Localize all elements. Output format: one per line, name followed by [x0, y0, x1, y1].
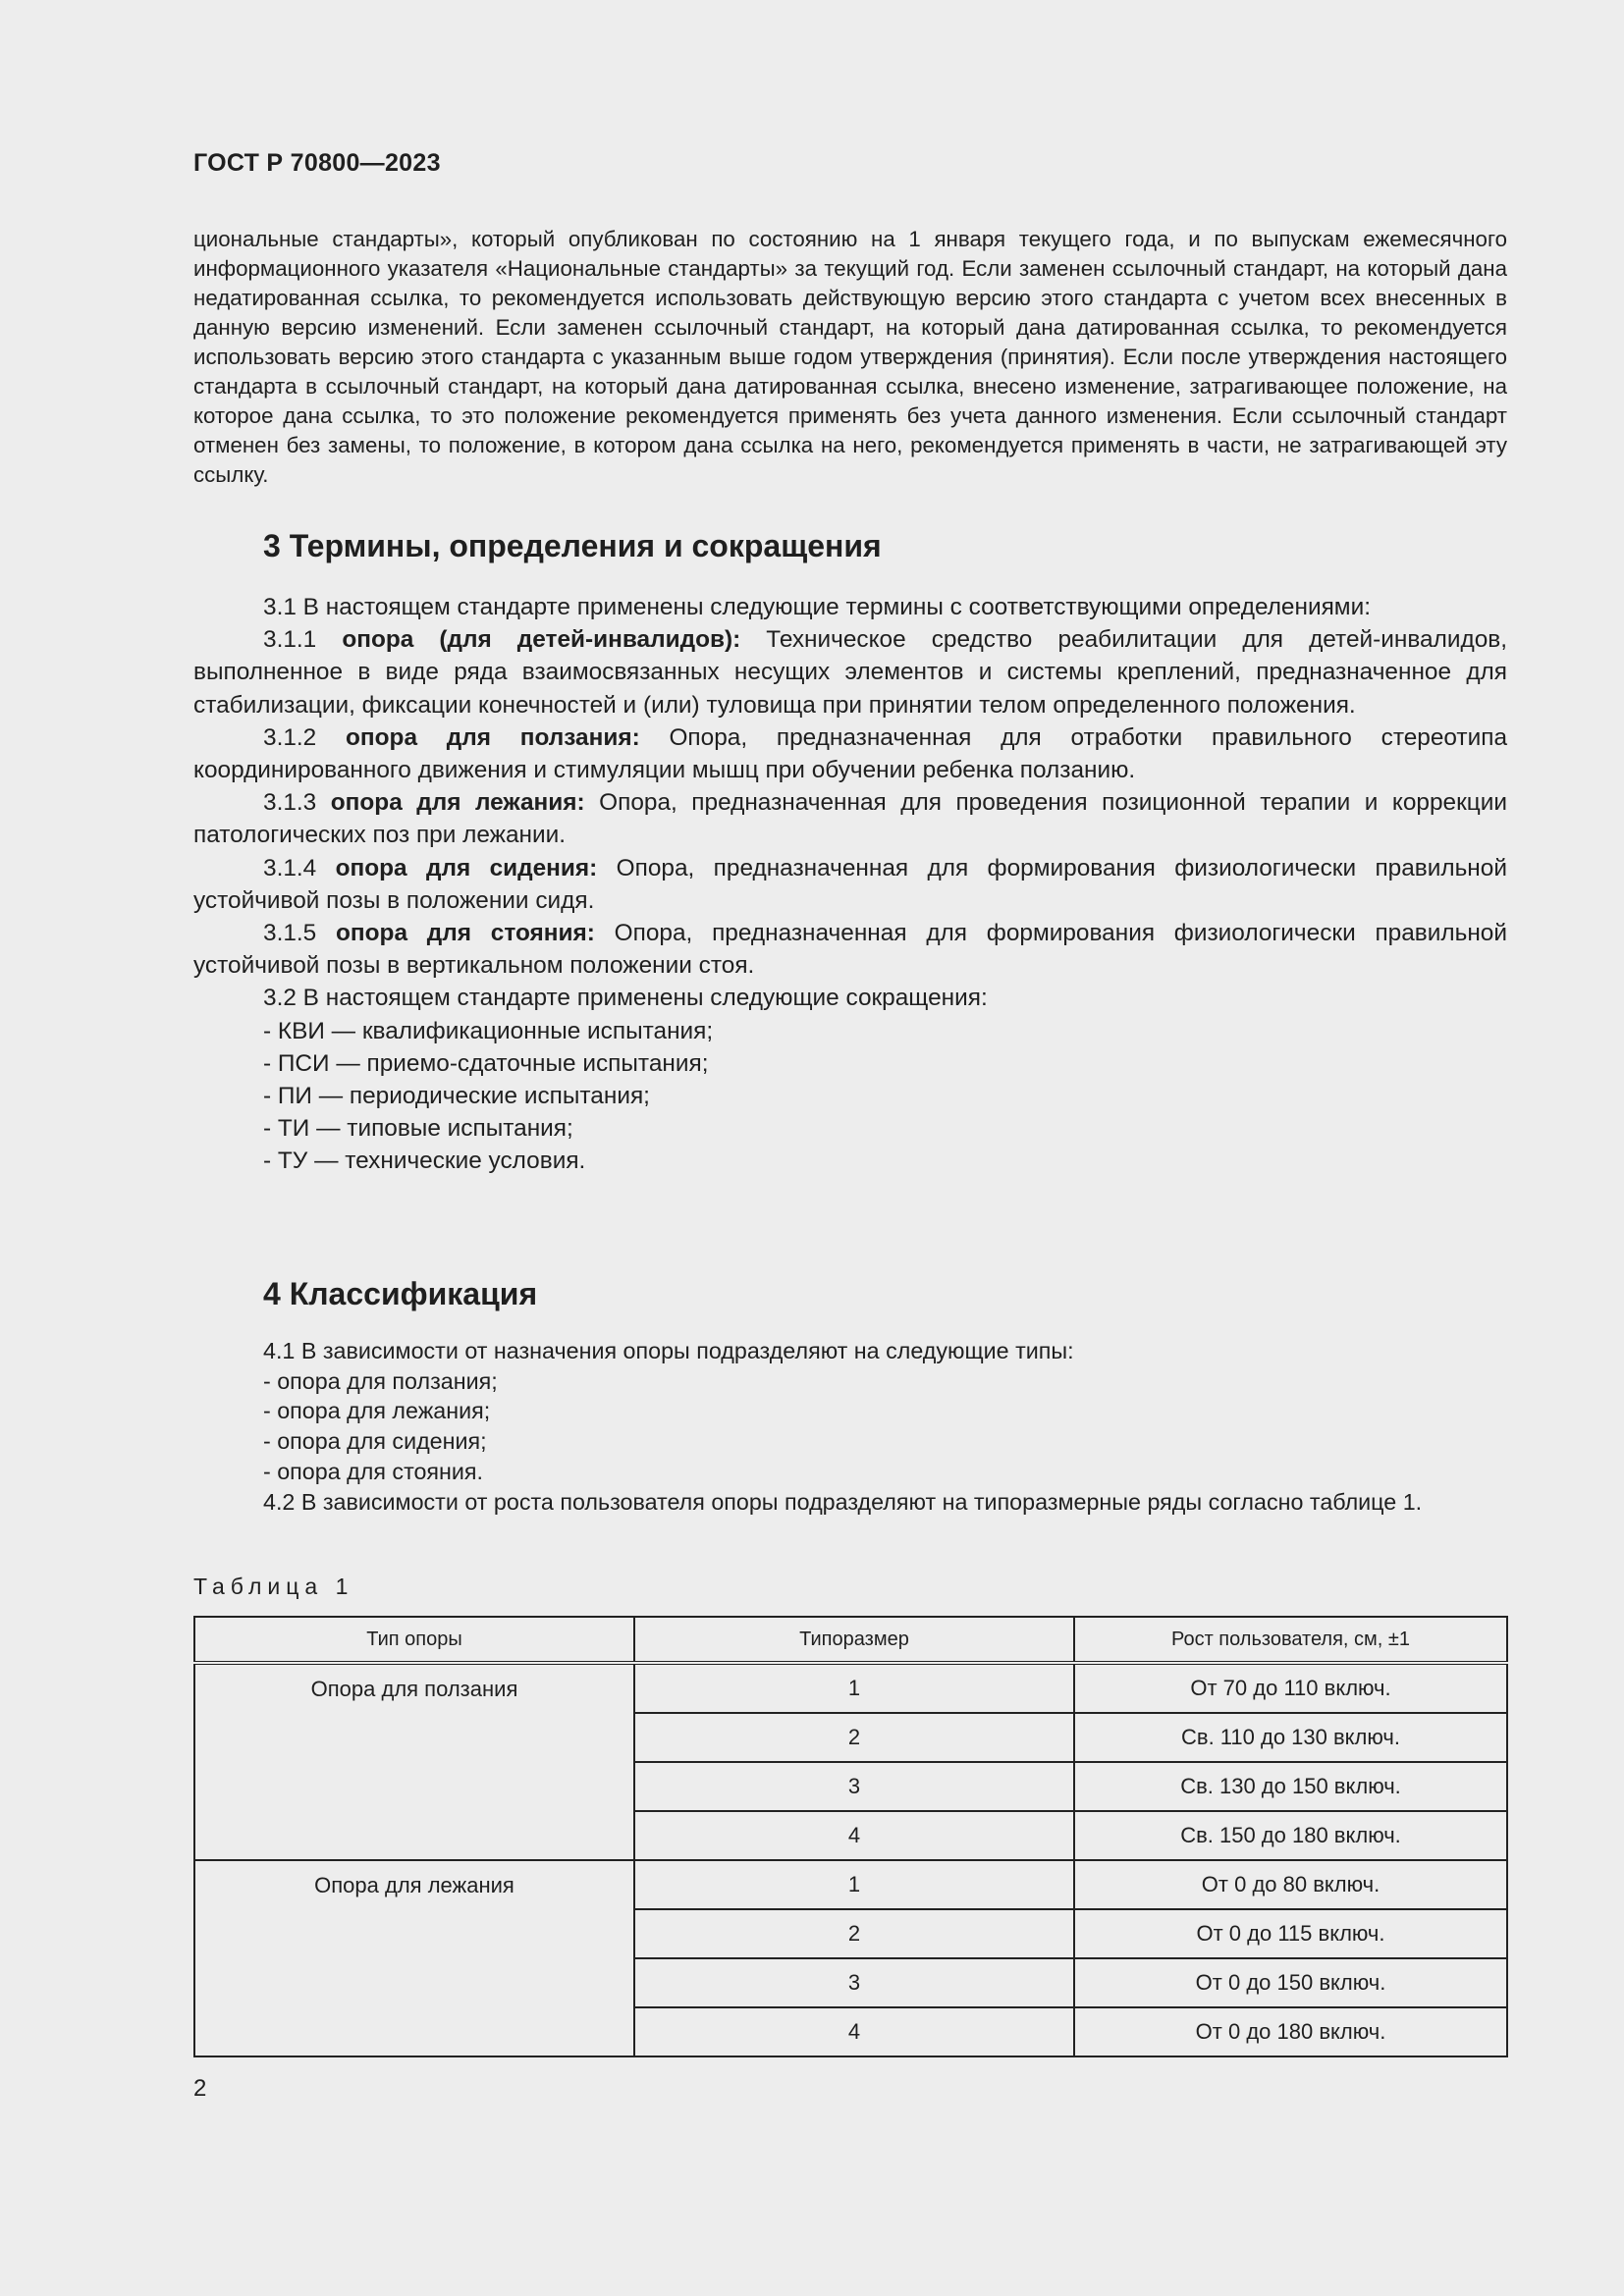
table-cell-size: 2 [634, 1909, 1074, 1958]
table-cell-height: От 0 до 80 включ. [1074, 1860, 1507, 1909]
table-cell-size: 2 [634, 1713, 1074, 1762]
table-cell-height: Св. 130 до 150 включ. [1074, 1762, 1507, 1811]
term-name: опора (для детей-инвалидов): [342, 626, 741, 654]
abbreviation-item: - ТУ — технические условия. [263, 1148, 586, 1175]
table-row [194, 1860, 1507, 1909]
table-cell-size: 4 [634, 2007, 1074, 2056]
type-list-item: - опора для стояния. [263, 1458, 484, 1484]
abbreviation-item: - КВИ — квалификационные испытания; [263, 1017, 714, 1044]
term-definition: Опора, предназначенная для отработки правильного стереотипа координированного движения и стимуляции мышц при обучении ребенка ползанию. [193, 723, 1508, 784]
table-cell-height: Св. 150 до 180 включ. [1074, 1811, 1507, 1860]
section-3-heading: 3 Термины, определения и сокращения [263, 528, 882, 563]
table-header-type: Тип опоры [194, 1617, 634, 1663]
paragraph-3-1: 3.1 В настоящем стандарте применены следующие термины с соответствующими определениями: [263, 594, 1371, 620]
abbreviation-item: - ПИ — периодические испытания; [263, 1083, 650, 1110]
term-3-1-4 [193, 852, 1507, 917]
section-3-body [193, 591, 1507, 1178]
type-list-item: - опора для ползания; [263, 1367, 498, 1394]
table-cell-size: 1 [634, 1860, 1074, 1909]
type-list-item: - опора для сидения; [263, 1428, 487, 1455]
term-3-1-2 [193, 721, 1507, 786]
term-number: 3.1.5 [263, 920, 337, 947]
table-row [194, 1663, 1507, 1713]
term-3-1-5 [193, 917, 1507, 982]
paragraph-3-2: 3.2 В настоящем стандарте применены следующие сокращения: [263, 985, 988, 1012]
table-cell-size: 3 [634, 1958, 1074, 2007]
table-cell-type: Опора для ползания [194, 1663, 634, 1860]
term-number: 3.1.3 [263, 789, 331, 817]
term-number: 3.1.4 [263, 854, 336, 881]
table-cell-height: Св. 110 до 130 включ. [1074, 1713, 1507, 1762]
term-name: опора для ползания: [346, 723, 640, 751]
table-header-size: Типоразмер [634, 1617, 1074, 1663]
table-cell-size: 1 [634, 1663, 1074, 1713]
table-cell-type: Опора для лежания [194, 1860, 634, 2056]
table-cell-size: 3 [634, 1762, 1074, 1811]
term-name: опора для стояния: [336, 920, 595, 947]
paragraph-4-1: 4.1 В зависимости от назначения опоры подразделяют на следующие типы: [263, 1338, 1074, 1363]
paragraph-4-2: 4.2 В зависимости от роста пользователя опоры подразделяют на типоразмерные ряды согласно таблице 1. [263, 1488, 1423, 1515]
table-cell-size: 4 [634, 1811, 1074, 1860]
document-header-title: ГОСТ Р 70800—2023 [193, 149, 441, 177]
section-4-body [193, 1336, 1507, 1517]
table-cell-height: От 0 до 115 включ. [1074, 1909, 1507, 1958]
intro-section [193, 225, 1507, 490]
table-header-row [194, 1617, 1507, 1663]
table-cell-height: От 0 до 150 включ. [1074, 1958, 1507, 2007]
term-3-1-3 [193, 786, 1507, 851]
term-definition: Техническое средство реабилитации для детей-инвалидов, выполненное в виде ряда взаимосвязанных несущих элементов и системы креплений, предназначенное для стабилизации, фиксации конечностей и (или) туловища при принятии телом определенного положения. [193, 626, 1507, 719]
term-definition: Опора, предназначенная для проведения позиционной терапии и коррекции патологических поз при лежании. [193, 789, 1507, 849]
term-number: 3.1.1 [263, 626, 343, 654]
size-table [193, 1616, 1508, 2057]
term-name: опора для лежания: [330, 789, 585, 817]
term-name: опора для сидения: [335, 854, 598, 881]
page-number: 2 [193, 2075, 207, 2102]
table-header-height: Рост пользователя, см, ±1 [1074, 1617, 1507, 1663]
table-cell-height: От 0 до 180 включ. [1074, 2007, 1507, 2056]
abbreviation-item: - ТИ — типовые испытания; [263, 1115, 573, 1143]
abbreviation-item: - ПСИ — приемо-сдаточные испытания; [263, 1049, 709, 1077]
type-list-item: - опора для лежания; [263, 1398, 491, 1424]
table-cell-height: От 70 до 110 включ. [1074, 1663, 1507, 1713]
section-4-heading: 4 Классификация [263, 1276, 538, 1311]
table-caption: Таблица 1 [193, 1574, 354, 1599]
term-number: 3.1.2 [263, 723, 347, 751]
intro-paragraph: циональные стандарты», который опубликован по состоянию на 1 января текущего года, и по выпускам ежемесячного информационного указателя «Национальные стандарты» за текущий год. Если заменен ссылочный стандарт, на который дана недатированная ссылка, то рекомендуется использовать действующую версию этого стандарта с учетом всех внесенных в данную версию изменений. Если заменен ссылочный стандарт, на который дана датированная ссылка, то рекомендуется использовать версию этого стандарта с указанным выше годом утверждения (принятия). Если после утверждения настоящего стандарта в ссылочный стандарт, на который дана датированная ссылка, внесено изменение, затрагивающее положение, на которое дана ссылка, то это положение рекомендуется применять без учета данного изменения. Если ссылочный стандарт отменен без замены, то положение, в котором дана ссылка на него, рекомендуется применять в части, не затрагивающей эту ссылку. [193, 227, 1507, 487]
term-definition: Опора, предназначенная для формирования физиологически правильной устойчивой позы в вертикальном положении стоя. [193, 920, 1507, 980]
term-definition: Опора, предназначенная для формирования физиологически правильной устойчивой позы в положении сидя. [193, 854, 1507, 914]
term-3-1-1 [193, 623, 1507, 721]
